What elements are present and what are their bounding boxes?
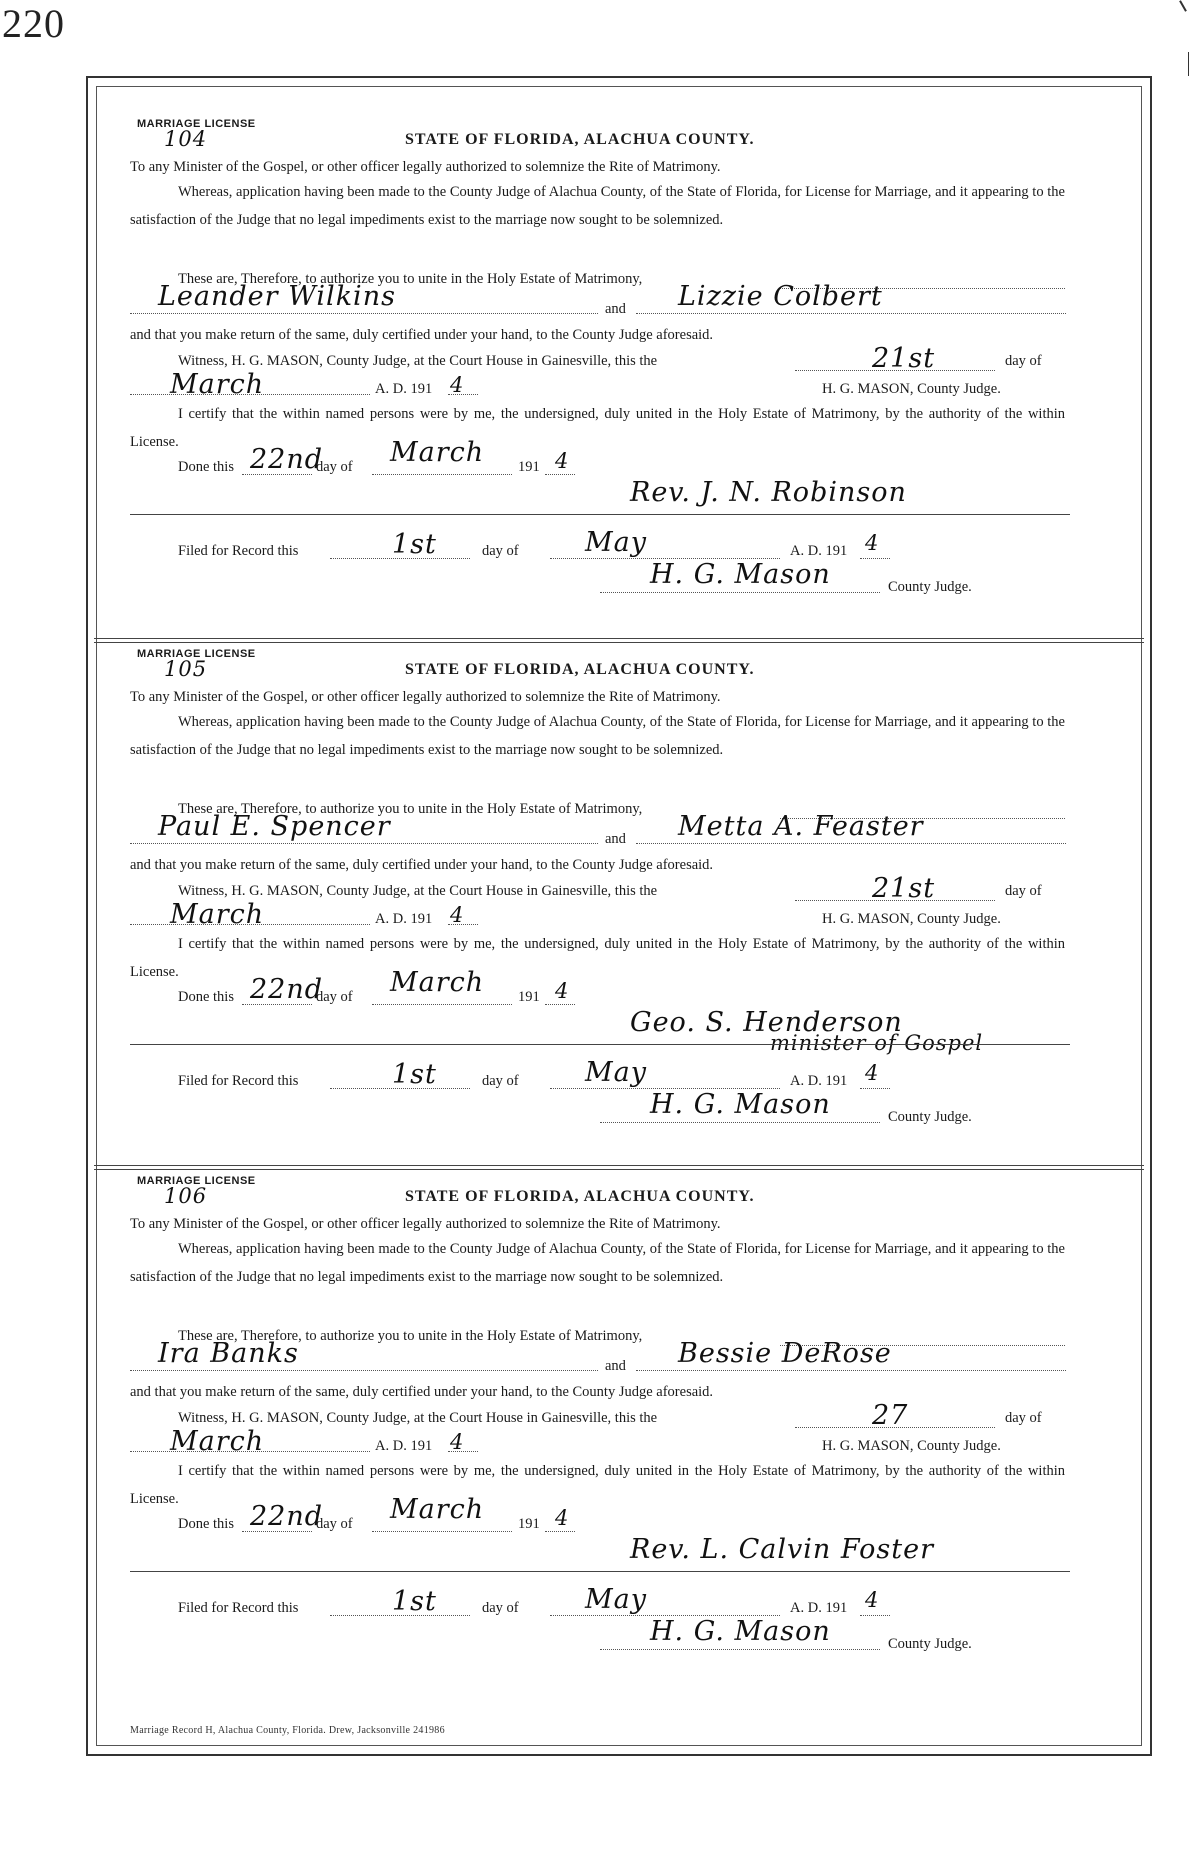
done-label: Done this <box>178 1516 234 1532</box>
signature-rule <box>130 1571 1070 1572</box>
dotted-line <box>130 313 598 314</box>
done-month: March <box>390 437 485 468</box>
witness-month: March <box>170 899 265 930</box>
done-day: 22nd <box>250 974 324 1005</box>
filed-year: 4 <box>865 1061 880 1085</box>
filed-day-of-label: day of <box>482 1073 519 1089</box>
witness-text: Witness, H. G. MASON, County Judge, at the Court House in Gainesville, this the <box>178 353 658 369</box>
license-number: 105 <box>164 657 208 681</box>
address-line: To any Minister of the Gospel, or other officer legally authorized to solemnize the Rite of Matrimony. <box>130 159 721 175</box>
done-day-of-label: day of <box>316 1516 353 1532</box>
done-day: 22nd <box>250 1501 324 1532</box>
dotted-line <box>600 1122 880 1123</box>
authorize-text: These are, Therefore, to authorize you to unite in the Holy Estate of Matrimony, <box>178 801 643 817</box>
witness-text: Witness, H. G. MASON, County Judge, at the Court House in Gainesville, this the <box>178 883 658 899</box>
license-label: MARRIAGE LICENSE <box>137 1175 256 1187</box>
and-word: and <box>605 831 626 847</box>
margin-mark <box>1179 0 1187 11</box>
done-day-of-label: day of <box>316 459 353 475</box>
license-number: 106 <box>164 1184 208 1208</box>
dotted-line <box>242 474 312 475</box>
officiant-signature: Rev. L. Calvin Foster <box>630 1534 934 1565</box>
witness-year: 4 <box>450 903 465 927</box>
witness-year: 4 <box>450 1430 465 1454</box>
dotted-line <box>242 1004 312 1005</box>
filed-ad-label: A. D. 191 <box>790 543 848 559</box>
judge-title: H. G. MASON, County Judge. <box>822 1438 1001 1454</box>
done-label: Done this <box>178 459 234 475</box>
filed-month: May <box>585 1584 647 1615</box>
officiant-signature: Rev. J. N. Robinson <box>630 477 907 508</box>
county-judge-label: County Judge. <box>888 1109 972 1125</box>
dotted-line <box>636 313 1066 314</box>
dotted-line <box>372 474 512 475</box>
authorize-text: These are, Therefore, to authorize you to unite in the Holy Estate of Matrimony, <box>178 271 643 287</box>
filed-month: May <box>585 527 647 558</box>
dotted-line <box>600 592 880 593</box>
witness-month: March <box>170 369 265 400</box>
witness-day: 21st <box>872 873 936 904</box>
dotted-line <box>242 1531 312 1532</box>
judge-title: H. G. MASON, County Judge. <box>822 911 1001 927</box>
done-day-of-label: day of <box>316 989 353 1005</box>
filed-ad-label: A. D. 191 <box>790 1600 848 1616</box>
certify-paragraph: I certify that the within named persons were by me, the undersigned, duly united in the Holy Estate of Matrimony, by the authority of the within License. <box>130 406 1065 450</box>
clerk-signature: H. G. Mason <box>650 559 831 590</box>
filed-day: 1st <box>392 1586 437 1617</box>
day-of-label: day of <box>1005 353 1042 369</box>
done-label: Done this <box>178 989 234 1005</box>
dotted-line <box>130 1370 598 1371</box>
license-heading: STATE OF FLORIDA, ALACHUA COUNTY. <box>405 661 755 678</box>
filed-year: 4 <box>865 1588 880 1612</box>
whereas-paragraph: Whereas, application having been made to the County Judge of Alachua County, of the State of Florida, for License for Marriage, and it appearing to the satisfaction of the Judge that no legal impediments exist to the marriage now sought to be solemnized. <box>130 184 1065 228</box>
ad-label: A. D. 191 <box>375 1438 433 1454</box>
dotted-line <box>600 1649 880 1650</box>
whereas-paragraph: Whereas, application having been made to the County Judge of Alachua County, of the State of Florida, for License for Marriage, and it appearing to the satisfaction of the Judge that no legal impediments exist to the marriage now sought to be solemnized. <box>130 714 1065 758</box>
dotted-line <box>448 1451 478 1452</box>
filed-label: Filed for Record this <box>178 1073 299 1089</box>
day-of-label: day of <box>1005 883 1042 899</box>
county-judge-label: County Judge. <box>888 1636 972 1652</box>
return-text: and that you make return of the same, duly certified under your hand, to the County Judge aforesaid. <box>130 1384 714 1400</box>
dotted-line <box>636 1370 1066 1371</box>
dotted-line <box>860 1615 890 1616</box>
filed-day: 1st <box>392 1059 437 1090</box>
dotted-line <box>372 1531 512 1532</box>
dotted-line <box>372 1004 512 1005</box>
groom-name: Leander Wilkins <box>158 281 396 312</box>
done-year: 4 <box>555 1506 570 1530</box>
witness-year: 4 <box>450 373 465 397</box>
license-heading: STATE OF FLORIDA, ALACHUA COUNTY. <box>405 1188 755 1205</box>
filed-day-of-label: day of <box>482 1600 519 1616</box>
day-of-label: day of <box>1005 1410 1042 1426</box>
dotted-line <box>636 843 1066 844</box>
ad-label: A. D. 191 <box>375 381 433 397</box>
witness-month: March <box>170 1426 265 1457</box>
signature-rule <box>130 514 1070 515</box>
address-line: To any Minister of the Gospel, or other officer legally authorized to solemnize the Rite of Matrimony. <box>130 689 721 705</box>
judge-title: H. G. MASON, County Judge. <box>822 381 1001 397</box>
dotted-line <box>130 1451 370 1452</box>
license-label: MARRIAGE LICENSE <box>137 118 256 130</box>
witness-text: Witness, H. G. MASON, County Judge, at the Court House in Gainesville, this the <box>178 1410 658 1426</box>
done-month: March <box>390 1494 485 1525</box>
witness-day: 21st <box>872 343 936 374</box>
filed-label: Filed for Record this <box>178 1600 299 1616</box>
dotted-line <box>448 924 478 925</box>
officiant-signature: Geo. S. Henderson <box>630 1007 903 1038</box>
return-text: and that you make return of the same, duly certified under your hand, to the County Judge aforesaid. <box>130 857 714 873</box>
done-year: 4 <box>555 979 570 1003</box>
witness-day: 27 <box>872 1400 909 1431</box>
dotted-line <box>448 394 478 395</box>
page-number: 220 <box>2 1 65 46</box>
done-year-prefix: 191 <box>518 989 540 1005</box>
return-text: and that you make return of the same, duly certified under your hand, to the County Judge aforesaid. <box>130 327 714 343</box>
done-year-prefix: 191 <box>518 1516 540 1532</box>
done-year: 4 <box>555 449 570 473</box>
done-month: March <box>390 967 485 998</box>
dotted-line <box>130 924 370 925</box>
dotted-line <box>860 1088 890 1089</box>
and-word: and <box>605 301 626 317</box>
done-day: 22nd <box>250 444 324 475</box>
dotted-line <box>130 843 598 844</box>
license-number: 104 <box>164 127 208 151</box>
dotted-line <box>545 1531 575 1532</box>
address-line: To any Minister of the Gospel, or other officer legally authorized to solemnize the Rite of Matrimony. <box>130 1216 721 1232</box>
ad-label: A. D. 191 <box>375 911 433 927</box>
bride-name: Metta A. Feaster <box>678 811 924 842</box>
signature-rule <box>130 1044 1070 1045</box>
margin-mark <box>1188 52 1189 76</box>
dotted-line <box>860 558 890 559</box>
dotted-line <box>545 474 575 475</box>
whereas-paragraph: Whereas, application having been made to the County Judge of Alachua County, of the State of Florida, for License for Marriage, and it appearing to the satisfaction of the Judge that no legal impediments exist to the marriage now sought to be solemnized. <box>130 1241 1065 1285</box>
certify-paragraph: I certify that the within named persons were by me, the undersigned, duly united in the Holy Estate of Matrimony, by the authority of the within License. <box>130 1463 1065 1507</box>
county-judge-label: County Judge. <box>888 579 972 595</box>
clerk-signature: H. G. Mason <box>650 1616 831 1647</box>
officiant-title: minister of Gospel <box>770 1031 984 1055</box>
certify-paragraph: I certify that the within named persons were by me, the undersigned, duly united in the Holy Estate of Matrimony, by the authority of the within License. <box>130 936 1065 980</box>
filed-year: 4 <box>865 531 880 555</box>
filed-month: May <box>585 1057 647 1088</box>
filed-ad-label: A. D. 191 <box>790 1073 848 1089</box>
license-label: MARRIAGE LICENSE <box>137 648 256 660</box>
clerk-signature: H. G. Mason <box>650 1089 831 1120</box>
license-separator <box>94 1165 1144 1170</box>
bride-name: Lizzie Colbert <box>678 281 883 312</box>
filed-day: 1st <box>392 529 437 560</box>
groom-name: Ira Banks <box>158 1338 299 1369</box>
and-word: and <box>605 1358 626 1374</box>
dotted-line <box>130 394 370 395</box>
license-heading: STATE OF FLORIDA, ALACHUA COUNTY. <box>405 131 755 148</box>
license-separator <box>94 638 1144 643</box>
filed-label: Filed for Record this <box>178 543 299 559</box>
groom-name: Paul E. Spencer <box>158 811 391 842</box>
dotted-line <box>545 1004 575 1005</box>
done-year-prefix: 191 <box>518 459 540 475</box>
bride-name: Bessie DeRose <box>678 1338 892 1369</box>
filed-day-of-label: day of <box>482 543 519 559</box>
authorize-text: These are, Therefore, to authorize you to unite in the Holy Estate of Matrimony, <box>178 1328 643 1344</box>
printer-imprint: Marriage Record H, Alachua County, Florida. Drew, Jacksonville 241986 <box>130 1725 445 1736</box>
